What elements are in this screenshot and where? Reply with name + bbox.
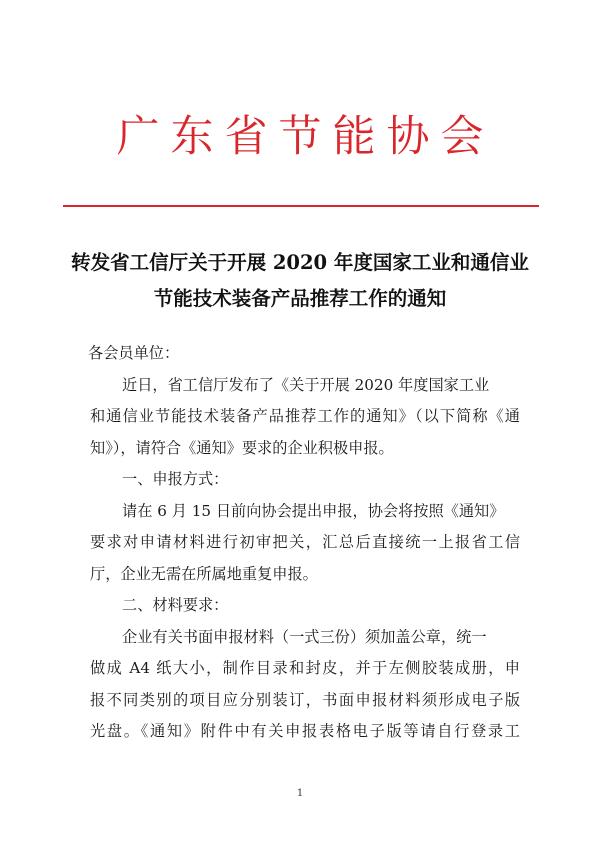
paragraph-line: 厅，企业无需在所属地重复申报。 [90, 564, 318, 583]
document-title-line-2: 节能技术装备产品推荐工作的通知 [153, 287, 447, 310]
document-title-line-1: 转发省工信厅关于开展 2020 年度国家工业和通信业 [71, 251, 529, 274]
section-heading: 二、材料要求： [122, 596, 229, 614]
document-title [60, 245, 540, 317]
document-body [90, 338, 520, 748]
paragraph-line: 做成 A4 纸大小，制作目录和封皮，并于左侧胶装成册，申 [90, 659, 520, 677]
paragraph-line: 近日，省工信厅发布了《关于开展 2020 年度国家工业 [122, 375, 490, 394]
page-number: 1 [296, 788, 304, 799]
paragraph-line: 光盘。《通知》附件中有关申报表格电子版等请自行登录工 [90, 722, 520, 740]
paragraph-line: 要求对申请材料进行初审把关，汇总后直接统一上报省工信 [90, 533, 520, 551]
paragraph-line: 知》），请符合《通知》要求的企业积极申报。 [90, 438, 394, 457]
letterhead-divider [63, 205, 539, 207]
paragraph-line: 请在 6 月 15 日前向协会提出申报，协会将按照《通知》 [122, 501, 505, 520]
salutation: 各会员单位： [88, 344, 180, 362]
organization-letterhead: 广东省节能协会 [116, 112, 495, 162]
section-heading: 一、申报方式： [122, 470, 229, 488]
paragraph-line: 和通信业节能技术装备产品推荐工作的通知》（以下简称《通 [90, 407, 520, 425]
paragraph-line: 企业有关书面申报材料（一式三份）须加盖公章，统一 [122, 627, 487, 646]
paragraph-line: 报不同类别的项目应分别装订，书面申报材料须形成电子版 [90, 690, 520, 709]
